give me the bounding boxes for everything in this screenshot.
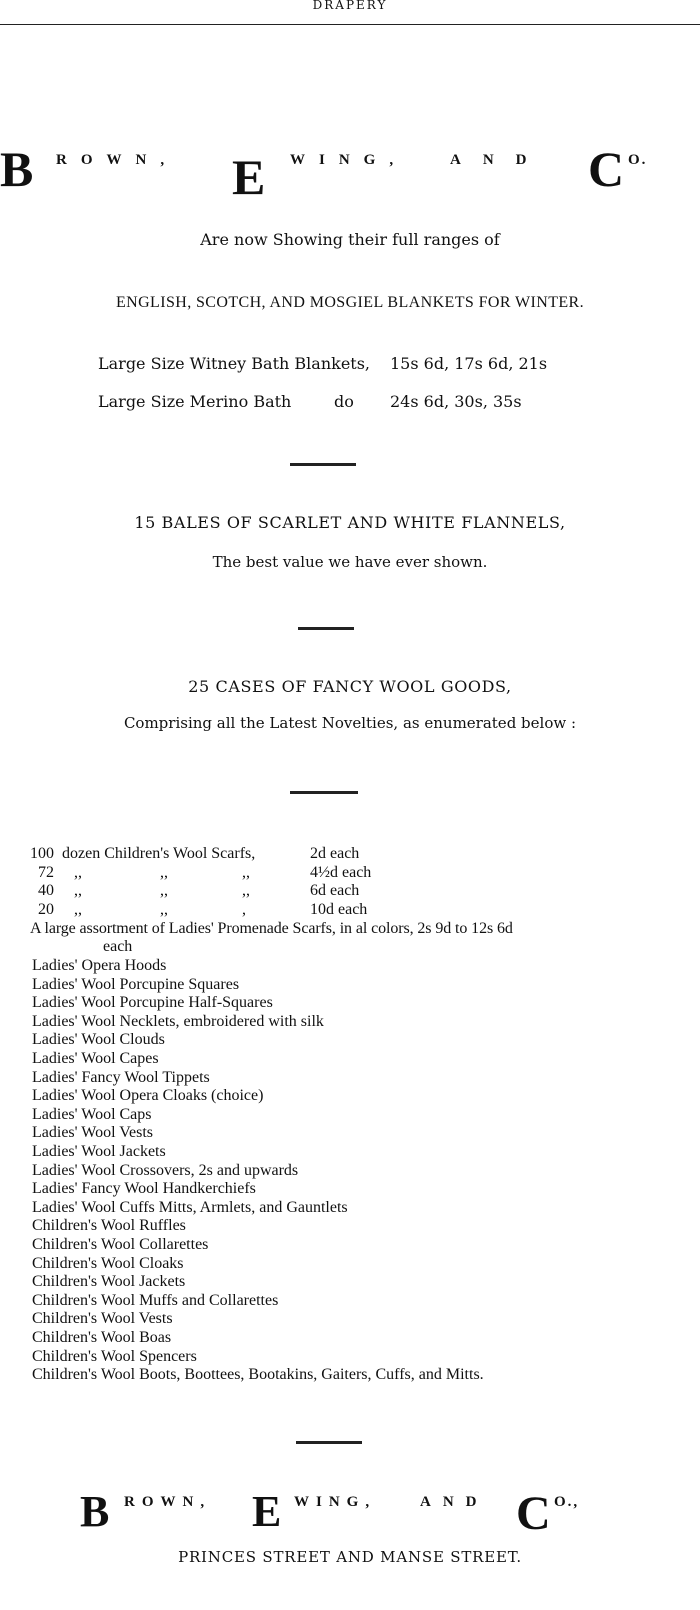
blanket-prices: 15s 6d, 17s 6d, 21s xyxy=(390,354,548,373)
list-item: Ladies' Fancy Wool Tippets xyxy=(32,1068,210,1086)
list-item: Children's Wool Cloaks xyxy=(32,1254,184,1272)
firm-initial-b: B xyxy=(0,141,34,197)
blanket-ditto: do xyxy=(334,392,354,411)
list-item: Children's Wool Spencers xyxy=(32,1347,197,1365)
divider-rule xyxy=(298,627,354,630)
firm-word-co: O., xyxy=(554,1494,580,1510)
list-item: Children's Wool Vests xyxy=(32,1310,173,1328)
scarf-desc: dozen Children's Wool Scarfs, xyxy=(62,845,256,862)
flannels-heading: 15 BALES OF SCARLET AND WHITE FLANNELS, xyxy=(134,513,566,532)
ditto-mark: ,, xyxy=(74,901,82,918)
ditto-mark: ,, xyxy=(74,882,82,899)
list-item: Children's Wool Ruffles xyxy=(32,1217,186,1235)
section-header: DRAPERY xyxy=(312,0,388,12)
firm-word-co: O. xyxy=(628,152,648,168)
divider-rule xyxy=(290,791,358,794)
firm-initial-b: B xyxy=(80,1487,110,1536)
firm-initial-e: E xyxy=(252,1487,282,1536)
list-item: Ladies' Wool Opera Cloaks (choice) xyxy=(32,1087,264,1105)
intro-line: Are now Showing their full ranges of xyxy=(200,230,500,249)
divider-rule xyxy=(296,1441,362,1444)
list-item: Children's Wool Collarettes xyxy=(32,1236,209,1253)
list-item: Ladies' Wool Porcupine Half-Squares xyxy=(32,994,273,1012)
list-item: Ladies' Fancy Wool Handkerchiefs xyxy=(32,1180,256,1198)
blanket-name: Large Size Merino Bath xyxy=(98,392,292,411)
firm-initial-c: C xyxy=(516,1487,551,1540)
list-item: Ladies' Wool Capes xyxy=(32,1050,159,1067)
firm-word-rown: ROWN, xyxy=(124,1494,212,1510)
assortment-line: A large assortment of Ladies' Promenade Scarfs, in al colors, 2s 9d to 12s 6d xyxy=(30,920,513,937)
list-item: Children's Wool Jackets xyxy=(32,1273,186,1291)
wool-subline: Comprising all the Latest Novelties, as enumerated below : xyxy=(123,714,577,732)
blanket-prices: 24s 6d, 30s, 35s xyxy=(390,392,522,411)
wool-heading: 25 CASES OF FANCY WOOL GOODS, xyxy=(188,677,512,696)
list-item: Ladies' Opera Hoods xyxy=(32,957,167,974)
list-item: Ladies' Wool Clouds xyxy=(32,1031,165,1049)
list-item: Ladies' Wool Crossovers, 2s and upwards xyxy=(32,1161,299,1179)
scarf-qty: 20 xyxy=(38,901,54,918)
scarf-price: 6d each xyxy=(310,882,360,899)
ditto-mark: ,, xyxy=(242,864,250,881)
list-item: Ladies' Wool Vests xyxy=(32,1124,153,1142)
list-item: Children's Wool Boas xyxy=(32,1329,172,1346)
ditto-mark: ,, xyxy=(160,882,168,899)
scarf-qty: 100 xyxy=(30,845,54,862)
address-line: PRINCES STREET AND MANSE STREET. xyxy=(178,1548,522,1566)
list-item: Ladies' Wool Jackets xyxy=(32,1143,166,1160)
list-item: Children's Wool Muffs and Collarettes xyxy=(32,1291,279,1309)
flannels-subline: The best value we have ever shown. xyxy=(212,553,488,571)
scarf-price: 10d each xyxy=(310,901,368,918)
list-item: Children's Wool Boots, Boottees, Bootakins, Gaiters, Cuffs, and Mitts. xyxy=(32,1366,484,1384)
list-item: Ladies' Wool Cuffs Mitts, Armlets, and Gauntlets xyxy=(32,1198,348,1216)
ditto-mark: ,, xyxy=(74,864,82,881)
list-item: Ladies' Wool Necklets, embroidered with silk xyxy=(32,1012,324,1030)
ditto-mark: , xyxy=(242,901,246,918)
firm-word-and: AND xyxy=(420,1494,489,1510)
scarf-qty: 72 xyxy=(38,864,54,881)
firm-word-rown: ROWN, xyxy=(56,152,179,168)
firm-initial-c: C xyxy=(588,141,625,197)
ditto-mark: ,, xyxy=(160,864,168,881)
ditto-mark: ,, xyxy=(160,901,168,918)
assortment-line-cont: each xyxy=(103,938,133,955)
divider-rule xyxy=(290,463,356,466)
list-item: Ladies' Wool Caps xyxy=(32,1105,152,1123)
ditto-mark: ,, xyxy=(242,882,250,899)
scarf-qty: 40 xyxy=(38,882,54,899)
firm-word-wing: WING, xyxy=(294,1494,377,1510)
scarf-price: 4½d each xyxy=(310,864,372,881)
blanket-name: Large Size Witney Bath Blankets, xyxy=(98,354,371,373)
header-rule xyxy=(0,24,700,25)
firm-word-and: AND xyxy=(450,152,549,168)
scarf-price: 2d each xyxy=(310,845,360,862)
blankets-heading: ENGLISH, SCOTCH, AND MOSGIEL BLANKETS FOR WINTER. xyxy=(115,294,585,311)
firm-initial-e: E xyxy=(232,149,266,205)
list-item: Ladies' Wool Porcupine Squares xyxy=(32,975,240,993)
firm-word-wing: WING, xyxy=(290,152,408,168)
